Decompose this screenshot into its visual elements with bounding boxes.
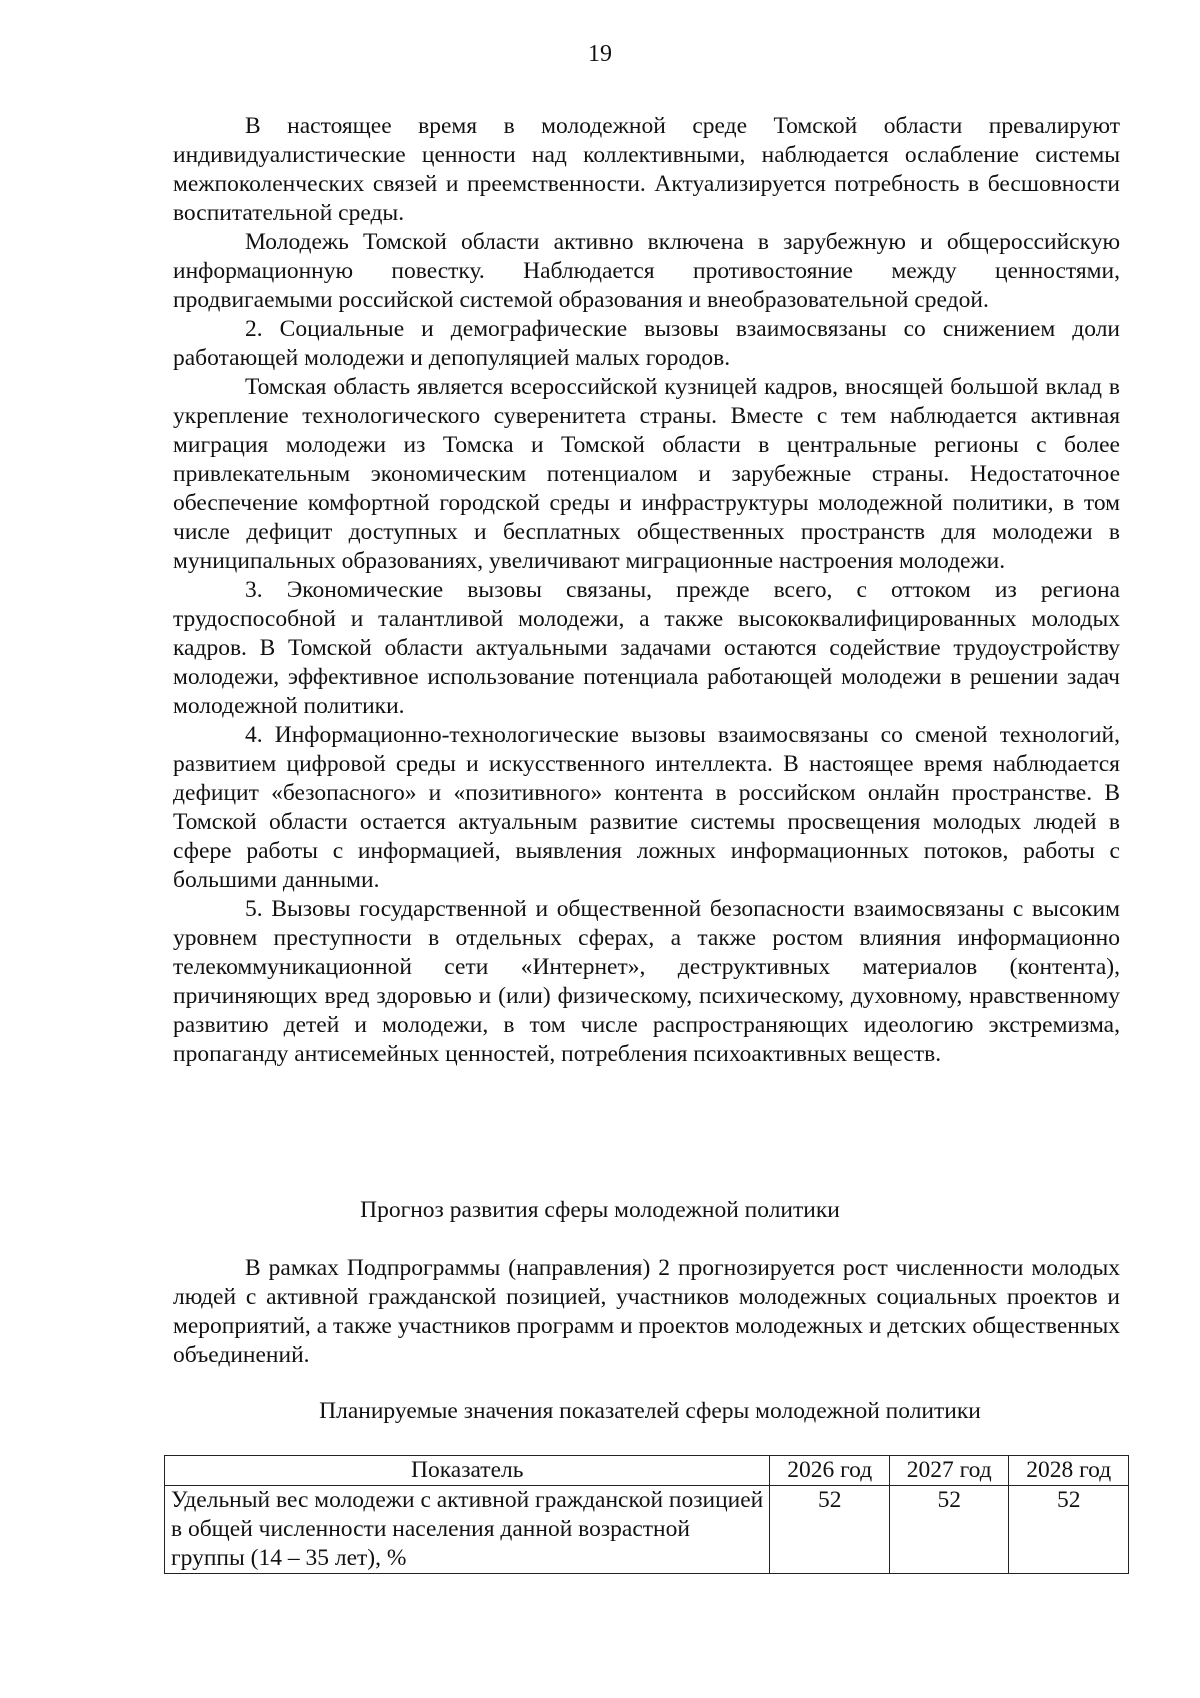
table-header-row <box>165 1456 1129 1486</box>
table-caption: Планируемые значения показателей сферы молодежной политики <box>319 1398 981 1424</box>
body-text <box>173 112 1120 1069</box>
section-title: Прогноз развития сферы молодежной политики <box>360 1197 840 1223</box>
indicators-table <box>164 1455 1129 1574</box>
paragraph-information-agenda: Молодежь Томской области активно включена в зарубежную и общероссийскую информационную повестку. Наблюдается противостояние между ценностями, продвигаемыми российской системой образования и внеобразовательной средой. <box>173 229 1120 313</box>
value-2027-cell: 52 <box>889 1486 1009 1574</box>
paragraph-it-challenges: 4. Информационно-технологические вызовы взаимосвязаны со сменой технологий, развитием цифровой среды и искусственного интеллекта. В настоящее время наблюдается дефицит «безопасного» и «позитивного» контента в российском онлайн пространстве. В Томской области остается актуальным развитие системы просвещения молодых людей в сфере работы с информацией, выявления ложных информационных потоков, работы с большими данными. <box>173 722 1120 893</box>
paragraph-social-challenges: 2. Социальные и демографические вызовы взаимосвязаны со снижением доли работающей молодежи и депопуляцией малых городов. <box>173 316 1120 371</box>
paragraph-migration: Томская область является всероссийской кузницей кадров, вносящей большой вклад в укрепление технологического суверенитета страны. Вместе с тем наблюдается активная миграция молодежи из Томска и Томской области в центральные регионы с более привлекательным экономическим потенциалом и зарубежные страны. Недостаточное обеспечение комфортной городской среды и инфраструктуры молодежной политики, в том числе дефицит доступных и бесплатных общественных пространств для молодежи в муниципальных образованиях, увеличивают миграционные настроения молодежи. <box>173 374 1120 574</box>
indicator-name-cell: Удельный вес молодежи с активной гражданской позицией в общей численности населения данной возрастной группы (14 – 35 лет), % <box>165 1486 770 1574</box>
header-2026: 2026 год <box>770 1456 890 1486</box>
forecast-block <box>173 1254 1120 1370</box>
value-2026-cell: 52 <box>770 1486 890 1574</box>
header-indicator: Показатель <box>165 1456 770 1486</box>
header-2028: 2028 год <box>1009 1456 1129 1486</box>
paragraph-economic-challenges: 3. Экономические вызовы связаны, прежде всего, с оттоком из региона трудоспособной и талантливой молодежи, а также высококвалифицированных молодых кадров. В Томской области актуальными задачами остаются содействие трудоустройству молодежи, эффективное использование потенциала работающей молодежи в решении задач молодежной политики. <box>173 577 1120 719</box>
paragraph-values: В настоящее время в молодежной среде Томской области превалируют индивидуалистические ценности над коллективными, наблюдается ослабление системы межпоколенческих связей и преемственности. Актуализируется потребность в бесшовности воспитательной среды. <box>173 113 1120 226</box>
forecast-paragraph: В рамках Подпрограммы (направления) 2 прогнозируется рост численности молодых людей с активной гражданской позицией, участников молодежных социальных проектов и мероприятий, а также участников программ и проектов молодежных и детских общественных объединений. <box>173 1255 1120 1368</box>
table-row <box>165 1486 1129 1574</box>
page-number: 19 <box>588 41 612 67</box>
paragraph-security-challenges: 5. Вызовы государственной и общественной безопасности взаимосвязаны с высоким уровнем преступности в отдельных сферах, а также ростом влияния информационно телекоммуникационной сети «Интернет», деструктивных материалов (контента), причиняющих вред здоровью и (или) физическому, психическому, духовному, нравственному развитию детей и молодежи, в том числе распространяющих идеологию экстремизма, пропаганду антисемейных ценностей, потребления психоактивных веществ. <box>173 896 1120 1067</box>
header-2027: 2027 год <box>889 1456 1009 1486</box>
value-2028-cell: 52 <box>1009 1486 1129 1574</box>
